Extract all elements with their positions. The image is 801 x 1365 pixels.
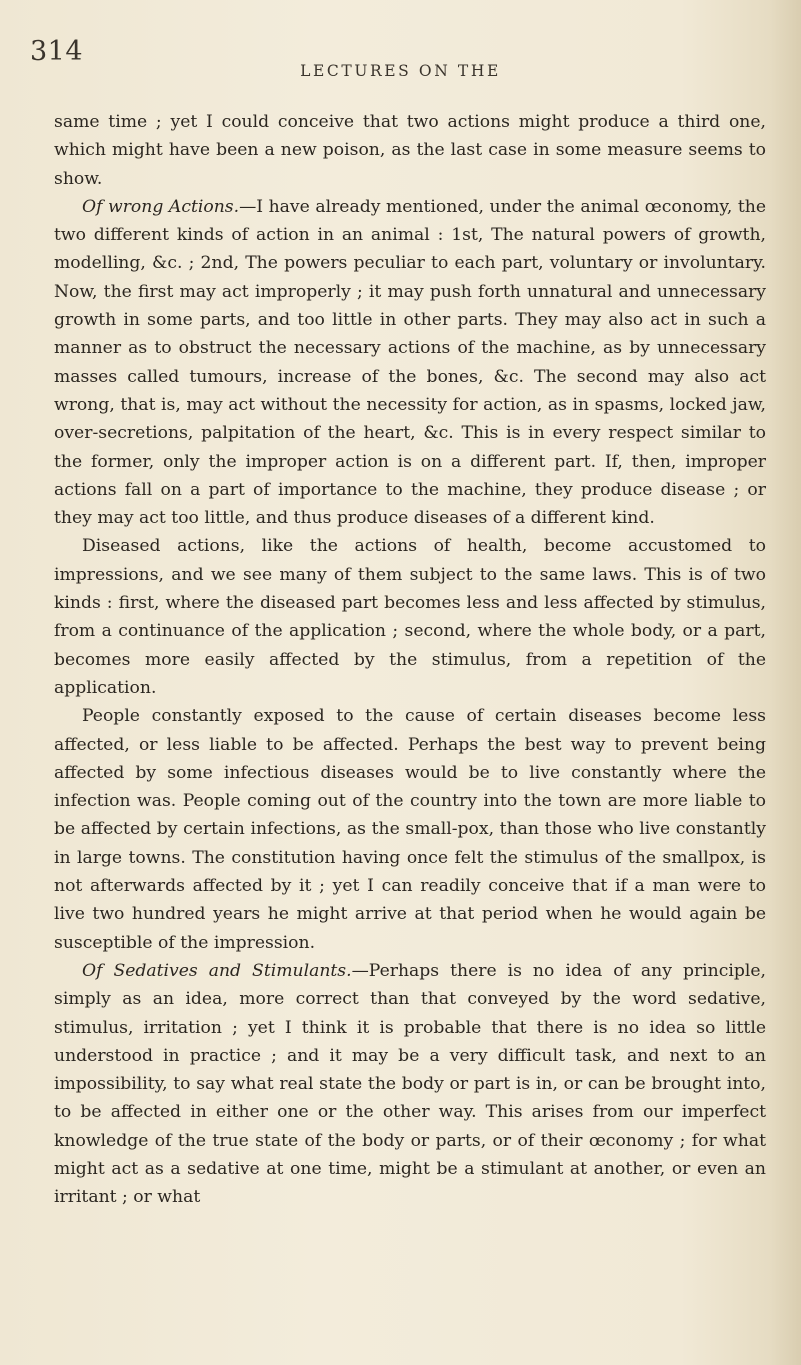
paragraph-text: same time ; yet I could conceive that two actions might produce a third one, which might have been a new poison, as the last case in some measure seems to show. (54, 112, 766, 189)
paragraph (54, 193, 766, 533)
section-heading: Of Sedatives and Stimulants. (82, 960, 352, 981)
paragraph-text: Diseased actions, like the actions of health, become accustomed to impressions, and we see many of them subject to the same laws. This is of two kinds : first, where the diseased part becomes less and less affected by stimulus, from a continuance of the application ; second, where the whole body, or a part, becomes more easily affected by the stimulus, from a repetition of the application. (54, 536, 766, 698)
paragraph (54, 957, 766, 1212)
page-body (54, 108, 766, 1212)
page-number: 314 (30, 36, 84, 67)
paragraph-text: People constantly exposed to the cause of certain diseases become less affected, or less liable to be affected. Perhaps the best way to prevent being affected by some infectious diseases would be to live constantly where the infection was. People coming out of the country into the town are more liable to be affected by certain infections, as the small-pox, than those who live constantly in large towns. The constitution having once felt the stimulus of the smallpox, is not afterwards affected by it ; yet I can readily conceive that if a man were to live two hundred years he might arrive at that period when he would again be susceptible of the impression. (54, 706, 766, 953)
paragraph (54, 108, 766, 193)
paragraph (54, 532, 766, 702)
running-head: LECTURES ON THE (300, 62, 501, 80)
section-heading: Of wrong Actions. (82, 196, 240, 217)
paragraph-text: —Perhaps there is no idea of any principle, simply as an idea, more correct than that conveyed by the word sedative, stimulus, irritation ; yet I think it is probable that there is no idea so little understood in practice ; and it may be a very difficult task, and next to an impossibility, to say what real state the body or part is in, or can be brought into, to be affected in either one or the other way. This arises from our imperfect knowledge of the true state of the body or parts, or of their œconomy ; for what might act as a sedative at one time, might be a stimulant at another, or even an irritant ; or what (54, 960, 766, 1208)
paragraph-text: —I have already mentioned, under the animal œconomy, the two different kinds of action in an animal : 1st, The natural powers of growth, modelling, &c. ; 2nd, The powers peculiar to each part, voluntary or involuntary. Now, the first may act improperly ; it may push forth unnatural and unnecessary growth in some parts, and too little in other parts. They may also act in such a manner as to obstruct the necessary actions of the machine, as by unnecessary masses called tumours, increase of the bones, &c. The second may also act wrong, that is, may act without the necessity for action, as in spasms, locked jaw, over-secretions, palpitation of the heart, &c. This is in every respect similar to the former, only the improper action is on a different part. If, then, improper actions fall on a part of importance to the machine, they produce disease ; or they may act too little, and thus produce diseases of a different kind. (54, 196, 766, 529)
paragraph (54, 702, 766, 957)
